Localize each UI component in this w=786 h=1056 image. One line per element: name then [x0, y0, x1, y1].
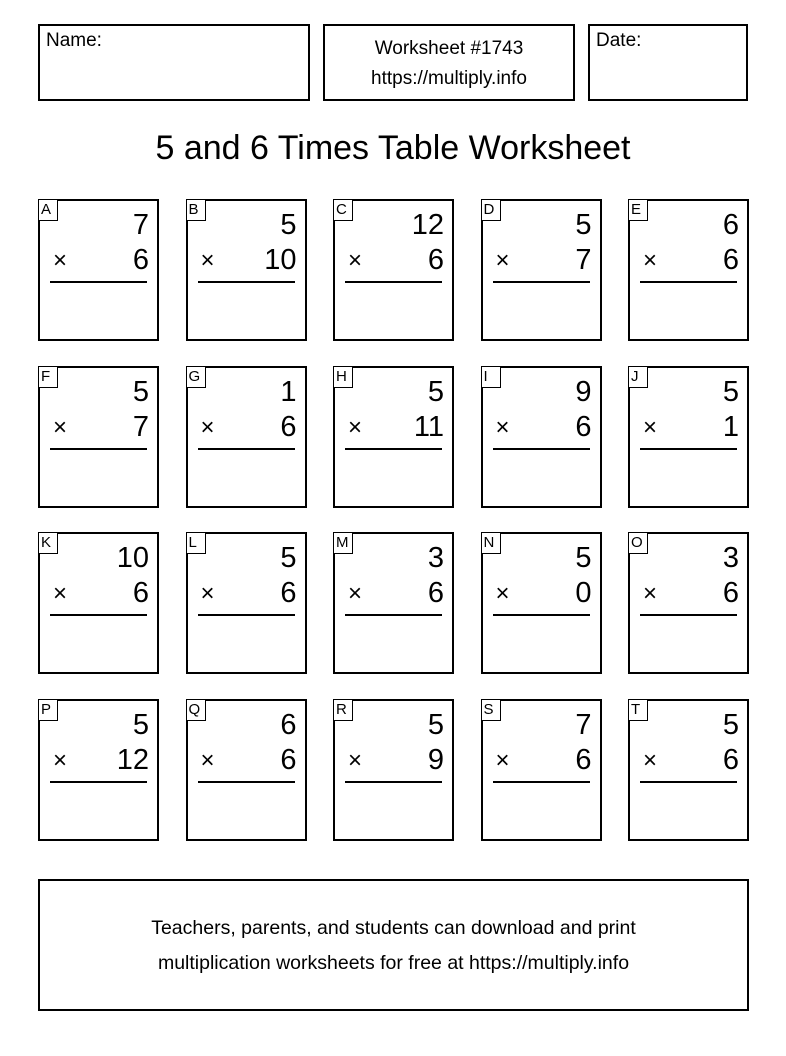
problem-card[interactable]: [186, 199, 307, 341]
problem-card[interactable]: [628, 699, 749, 841]
footer-line-2: multiplication worksheets for free at https://multiply.info: [157, 952, 630, 974]
multiply-sign: ×: [200, 413, 215, 441]
multiply-sign: ×: [348, 580, 363, 608]
problem-letter: A: [38, 199, 58, 221]
answer-line: [493, 448, 590, 450]
problem-letter: G: [186, 366, 206, 388]
answer-line: [50, 448, 147, 450]
multiplier: 6: [427, 577, 444, 610]
problem-letter: J: [628, 366, 648, 388]
answer-line: [198, 281, 295, 283]
multiply-sign: ×: [348, 413, 363, 441]
problem-card[interactable]: [481, 699, 602, 841]
multiply-sign: ×: [495, 413, 510, 441]
multiplier: 6: [280, 577, 297, 610]
answer-line: [640, 448, 737, 450]
page-title: 5 and 6 Times Table Worksheet: [155, 129, 631, 167]
multiply-sign: ×: [643, 746, 658, 774]
answer-line: [345, 781, 442, 783]
multiplier: 6: [722, 743, 739, 776]
multiplier: 6: [132, 244, 149, 276]
footer-box: [38, 879, 749, 1011]
multiplicand: 7: [575, 708, 592, 741]
multiplier: 6: [280, 410, 297, 443]
problem-letter: L: [186, 532, 206, 554]
multiplicand: 7: [132, 209, 149, 241]
multiplier: 0: [575, 577, 592, 610]
multiplier: 12: [116, 743, 149, 776]
answer-line: [345, 614, 442, 616]
answer-line: [198, 614, 295, 616]
multiply-sign: ×: [348, 247, 363, 274]
answer-line: [493, 614, 590, 616]
problem-card[interactable]: [333, 366, 454, 508]
multiplier: 7: [575, 244, 592, 276]
multiply-sign: ×: [495, 580, 510, 608]
problem-letter: K: [38, 532, 58, 554]
answer-line: [198, 781, 295, 783]
multiplier: 6: [722, 244, 739, 276]
multiplicand: 12: [411, 209, 444, 241]
multiplicand: 5: [427, 375, 444, 408]
multiplier: 6: [280, 743, 297, 776]
problem-letter: Q: [186, 699, 206, 721]
multiplicand: 10: [116, 542, 149, 575]
answer-line: [640, 281, 737, 283]
multiplicand: 3: [427, 542, 444, 575]
answer-line: [50, 614, 147, 616]
multiplicand: 5: [132, 375, 149, 408]
multiply-sign: ×: [53, 746, 68, 774]
problem-card[interactable]: [628, 366, 749, 508]
date-label: Date:: [596, 30, 642, 51]
problem-card[interactable]: [481, 199, 602, 341]
multiplier: 9: [427, 743, 444, 776]
problem-card[interactable]: [481, 532, 602, 674]
multiplicand: 5: [575, 542, 592, 575]
problem-card[interactable]: [186, 366, 307, 508]
problem-card[interactable]: [186, 532, 307, 674]
multiply-sign: ×: [643, 247, 658, 274]
problem-letter: M: [333, 532, 353, 554]
worksheet-number: Worksheet #1743: [374, 38, 524, 59]
multiply-sign: ×: [495, 746, 510, 774]
multiply-sign: ×: [53, 580, 68, 608]
multiplicand: 9: [575, 375, 592, 408]
problem-letter: E: [628, 199, 648, 221]
problem-card[interactable]: [38, 532, 159, 674]
multiplicand: 1: [280, 375, 297, 408]
answer-line: [345, 448, 442, 450]
problem-card[interactable]: [186, 699, 307, 841]
footer-line-1: Teachers, parents, and students can download and print: [151, 917, 636, 939]
name-field-box[interactable]: [38, 24, 310, 101]
problem-letter: F: [38, 366, 58, 388]
answer-line: [198, 448, 295, 450]
multiplicand: 6: [280, 708, 297, 741]
multiplicand: 6: [722, 209, 739, 241]
problem-card[interactable]: [333, 532, 454, 674]
answer-line: [50, 781, 147, 783]
multiplicand: 5: [280, 209, 297, 241]
problem-letter: C: [333, 199, 353, 221]
problem-card[interactable]: [38, 366, 159, 508]
multiply-sign: ×: [200, 580, 215, 608]
multiply-sign: ×: [200, 746, 215, 774]
multiplicand: 5: [722, 375, 739, 408]
multiplier: 6: [132, 577, 149, 610]
problem-card[interactable]: [333, 699, 454, 841]
problem-card[interactable]: [38, 199, 159, 341]
answer-line: [493, 781, 590, 783]
answer-line: [640, 614, 737, 616]
date-field-box[interactable]: [588, 24, 748, 101]
worksheet-url: https://multiply.info: [371, 68, 527, 89]
multiply-sign: ×: [53, 413, 68, 441]
problem-card[interactable]: [333, 199, 454, 341]
multiplier: 10: [264, 244, 297, 276]
problem-card[interactable]: [628, 532, 749, 674]
problem-grid: [38, 199, 749, 841]
problem-letter: O: [628, 532, 648, 554]
multiplier: 6: [722, 577, 739, 610]
multiplier: 6: [427, 244, 444, 276]
multiplicand: 5: [132, 708, 149, 741]
answer-line: [50, 281, 147, 283]
multiplier: 6: [575, 743, 592, 776]
problem-letter: D: [481, 199, 501, 221]
problem-letter: P: [38, 699, 58, 721]
multiplicand: 5: [722, 708, 739, 741]
multiplier: 6: [575, 410, 592, 443]
name-label: Name:: [46, 30, 102, 51]
worksheet-info-box: [323, 24, 575, 101]
multiply-sign: ×: [53, 247, 68, 274]
multiplicand: 5: [427, 708, 444, 741]
answer-line: [640, 781, 737, 783]
multiplicand: 3: [722, 542, 739, 575]
multiplicand: 5: [280, 542, 297, 575]
problem-letter: N: [481, 532, 501, 554]
problem-letter: B: [186, 199, 206, 221]
multiply-sign: ×: [495, 247, 510, 274]
multiply-sign: ×: [348, 746, 363, 774]
multiplier: 7: [132, 410, 149, 443]
multiplicand: 5: [575, 209, 592, 241]
multiplier: 11: [413, 410, 444, 443]
answer-line: [493, 281, 590, 283]
multiplier: 1: [722, 410, 739, 443]
problem-letter: T: [628, 699, 648, 721]
problem-card[interactable]: [628, 199, 749, 341]
problem-card[interactable]: [38, 699, 159, 841]
multiply-sign: ×: [200, 247, 215, 274]
answer-line: [345, 281, 442, 283]
problem-letter: H: [333, 366, 353, 388]
problem-letter: R: [333, 699, 353, 721]
problem-letter: I: [481, 366, 501, 388]
problem-card[interactable]: [481, 366, 602, 508]
multiply-sign: ×: [643, 580, 658, 608]
multiply-sign: ×: [643, 413, 658, 441]
problem-letter: S: [481, 699, 501, 721]
